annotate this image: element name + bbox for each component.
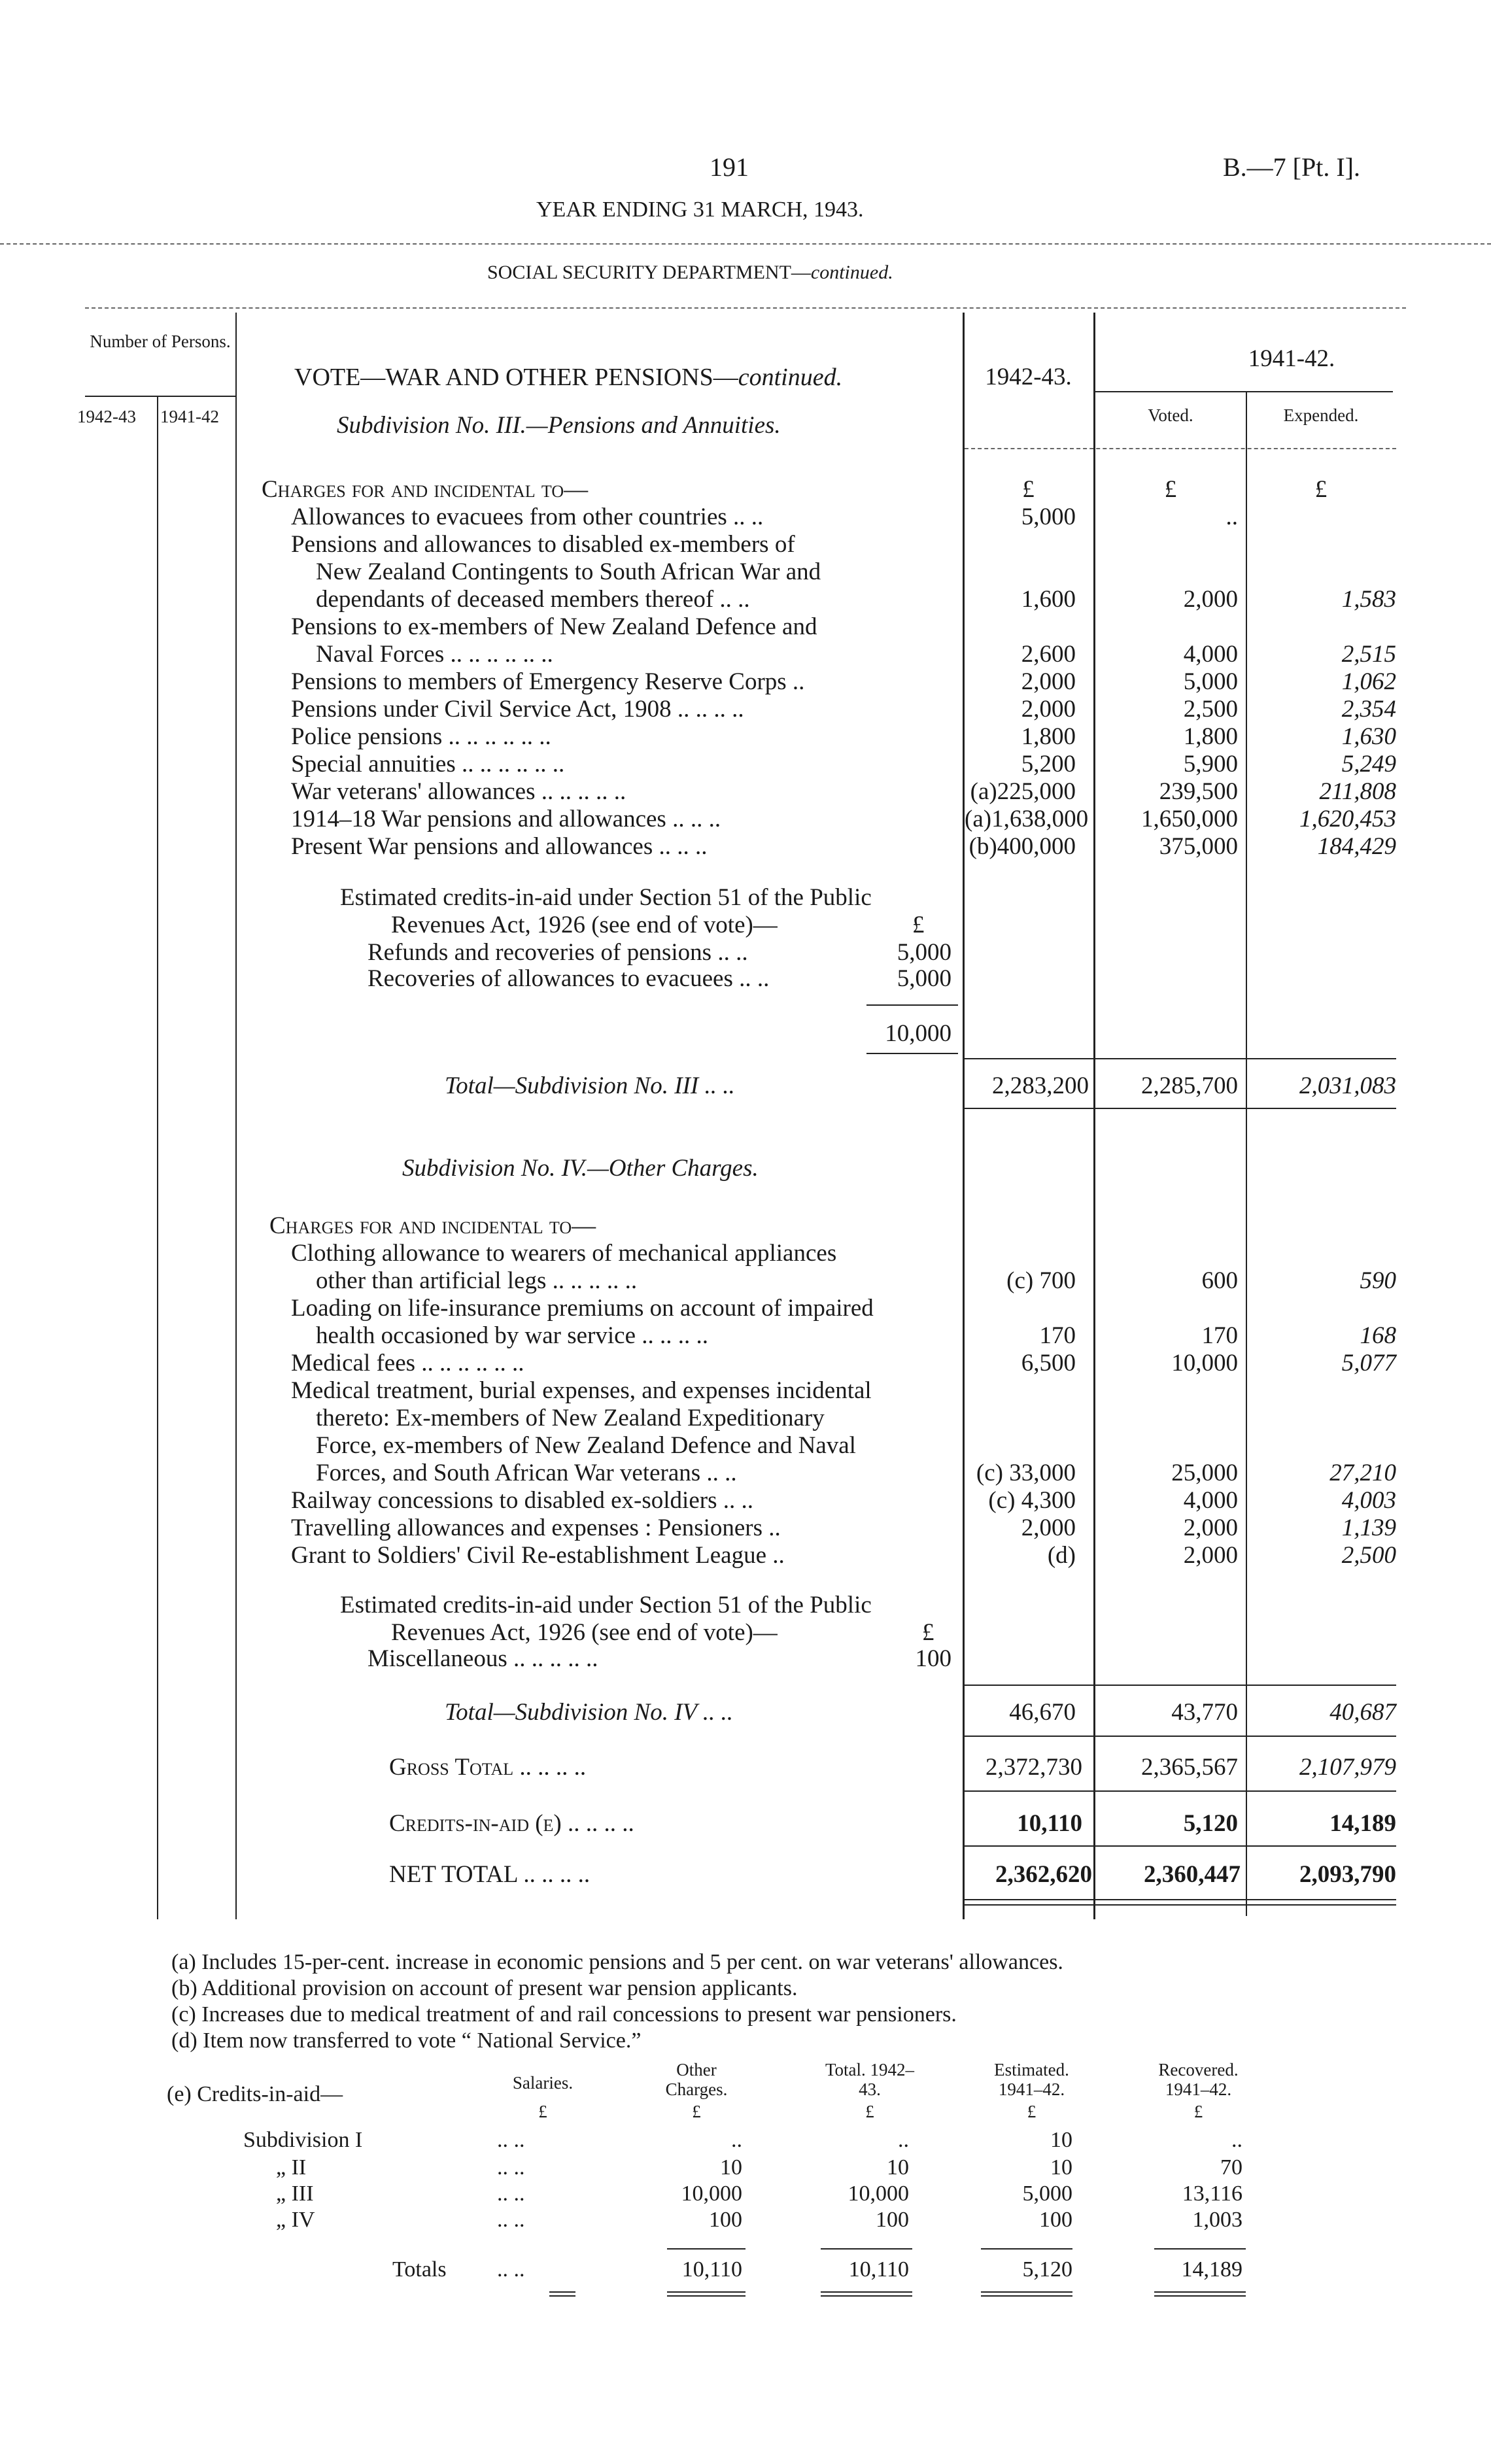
credits-in-aid-expended: 14,189 (1329, 1810, 1396, 1837)
sub4-item-value-c: 4,003 (1341, 1487, 1396, 1514)
footnote-d: (d) Item now transferred to vote “ National Service.” (171, 2028, 642, 2053)
net-total-1942: 2,362,620 (995, 1861, 1092, 1888)
credits-row-rec: 1,003 (1192, 2208, 1242, 2232)
persons-column-rule (157, 396, 158, 1919)
table-rule-1 (963, 313, 965, 1919)
sub4-item-text: Medical treatment, burial expenses, and expenses incidental (291, 1377, 872, 1404)
sub3-credits-pound: £ (912, 912, 925, 938)
sub4-item-text: thereto: Ex-members of New Zealand Expeditionary (316, 1405, 825, 1431)
sub3-credits-head-1: Estimated credits-in-aid under Section 51 of the Public (340, 884, 872, 911)
vote-title: VOTE—WAR AND OTHER PENSIONS—continued. (294, 364, 843, 391)
sub3-pound-1942: £ (1022, 476, 1035, 503)
persons-heading: Number of Persons. (90, 332, 231, 351)
sub4-item-value-c: 5,077 (1341, 1350, 1396, 1377)
sub3-item-value-b: 5,000 (1183, 668, 1238, 695)
sub4-credits-head-2: Revenues Act, 1926 (see end of vote)— (391, 1619, 778, 1646)
sub4-item-value-b: 600 (1201, 1267, 1238, 1294)
sub3-item-text: Special annuities .. .. .. .. .. .. (291, 751, 565, 778)
sub4-total-label: Total—Subdivision No. IV .. .. (445, 1699, 733, 1726)
sub4-item-value-a: (c) 700 (1006, 1267, 1076, 1294)
sub3-item-value-a: 2,600 (1021, 641, 1076, 668)
sub3-item-text: Allowances to evacuees from other countries .. .. (291, 504, 764, 530)
sub3-item-text: Present War pensions and allowances .. .. .. (291, 833, 708, 860)
sub3-item-value-c: 1,062 (1341, 668, 1396, 695)
credits-row-est: 10 (1050, 2155, 1072, 2180)
sub4-item-value-c: 1,139 (1341, 1514, 1396, 1541)
sub4-item-value-b: 4,000 (1183, 1487, 1238, 1514)
sub4-item-value-a: (c) 33,000 (976, 1460, 1076, 1486)
sub3-item-value-b: 4,000 (1183, 641, 1238, 668)
sub3-item-value-b: .. (1225, 504, 1238, 530)
sub4-credits-head-1: Estimated credits-in-aid under Section 51 of the Public (340, 1592, 872, 1618)
credits-row-label: „ III (276, 2182, 314, 2206)
footnote-c: (c) Increases due to medical treatment of and rail concessions to present war pensioners. (171, 2002, 957, 2027)
sub3-credit-value: 5,000 (897, 939, 951, 966)
sub3-item-value-a: (b)400,000 (968, 833, 1076, 860)
sub4-item-value-a: (d) (1047, 1542, 1076, 1569)
sub3-item-value-c: 184,429 (1317, 833, 1396, 860)
credits-row-total: .. (898, 2128, 909, 2152)
credits-row-est: 100 (1039, 2208, 1072, 2232)
credits-totals-label: Totals (392, 2257, 447, 2282)
footnote-b: (b) Additional provision on account of present war pension applicants. (171, 1976, 798, 2000)
sub4-total-voted: 43,770 (1171, 1699, 1238, 1726)
subdivision-4-title: Subdivision No. IV.—Other Charges. (402, 1155, 759, 1182)
col-head-voted: Voted. (1148, 405, 1193, 425)
sub4-item-value-b: 2,000 (1183, 1542, 1238, 1569)
year-heading: YEAR ENDING 31 MARCH, 1943. (536, 197, 864, 222)
col-head-expended: Expended. (1283, 405, 1359, 425)
sub4-item-text: Force, ex-members of New Zealand Defence and Naval (316, 1432, 856, 1459)
credits-row-total: 10 (887, 2155, 909, 2180)
sub3-item-value-b: 2,000 (1183, 586, 1238, 613)
sub4-item-value-b: 25,000 (1171, 1460, 1238, 1486)
sub3-item-value-c: 1,630 (1341, 723, 1396, 750)
sub4-item-text: Grant to Soldiers' Civil Re-establishment League .. (291, 1542, 785, 1569)
credits-in-aid-1942: 10,110 (1017, 1810, 1082, 1837)
credits-table-label: (e) Credits-in-aid— (167, 2082, 343, 2106)
credits-totals-other: 10,110 (681, 2257, 742, 2282)
sub3-pound-expended: £ (1314, 476, 1328, 503)
sub3-credit-value: 5,000 (897, 965, 951, 992)
sub4-item-text: Railway concessions to disabled ex-soldiers .. .. (291, 1487, 753, 1514)
credits-row-dots: .. .. (497, 2182, 525, 2206)
credits-row-other: 100 (709, 2208, 742, 2232)
persons-col-1942: 1942-43 (77, 407, 136, 426)
department-heading: SOCIAL SECURITY DEPARTMENT—continued. (487, 262, 893, 283)
sub4-item-value-b: 2,000 (1183, 1514, 1238, 1541)
page-number: 191 (710, 152, 749, 182)
credits-in-aid-label: Credits-in-aid (e) .. .. .. .. (389, 1810, 634, 1837)
sub4-item-text: Loading on life-insurance premiums on account of impaired (291, 1295, 874, 1322)
sub4-item-text: health occasioned by war service .. .. .. .. (316, 1322, 709, 1349)
sub3-item-value-a: 2,000 (1021, 668, 1076, 695)
sub3-item-text: Police pensions .. .. .. .. .. .. (291, 723, 551, 750)
sub3-item-value-c: 211,808 (1319, 778, 1396, 805)
sub4-item-value-a: 170 (1039, 1322, 1076, 1349)
credits-row-label: Subdivision I (243, 2128, 363, 2152)
credits-pound-estimated: £ (1027, 2102, 1037, 2121)
subdivision-3-charges-head: Charges for and incidental to— (262, 476, 589, 503)
credits-totals-recovered: 14,189 (1181, 2257, 1242, 2282)
gross-total-expended: 2,107,979 (1299, 1754, 1396, 1781)
sub3-item-value-a: (a)1,638,000 (965, 806, 1089, 832)
credits-pound-total: £ (865, 2102, 874, 2121)
credits-row-rec: .. (1231, 2128, 1242, 2152)
sub4-item-value-c: 27,210 (1329, 1460, 1396, 1486)
sub4-credit-label: Miscellaneous .. .. .. .. .. (368, 1645, 598, 1672)
sub4-item-text: Clothing allowance to wearers of mechanical appliances (291, 1240, 837, 1267)
credits-row-dots: .. .. (497, 2155, 525, 2180)
sub3-item-value-a: 2,000 (1021, 696, 1076, 723)
sub3-pound-voted: £ (1164, 476, 1177, 503)
sub3-credits-head-2: Revenues Act, 1926 (see end of vote)— (391, 912, 778, 938)
sub4-item-text: other than artificial legs .. .. .. .. .. (316, 1267, 638, 1294)
credits-head-estimated: Estimated. 1941–42. (994, 2060, 1069, 2099)
credits-row-est: 5,000 (1022, 2182, 1072, 2206)
sub4-item-value-c: 590 (1360, 1267, 1396, 1294)
sub4-total-expended: 40,687 (1329, 1699, 1396, 1726)
credits-row-dots: .. .. (497, 2208, 525, 2232)
sub3-item-value-c: 2,354 (1341, 696, 1396, 723)
sub3-total-label: Total—Subdivision No. III .. .. (445, 1072, 735, 1099)
net-total-expended: 2,093,790 (1299, 1861, 1396, 1888)
sub3-total-1942: 2,283,200 (992, 1072, 1089, 1099)
sub3-item-value-a: (a)225,000 (970, 778, 1076, 805)
credits-head-salaries: Salaries. (512, 2073, 574, 2093)
credits-row-label: „ II (276, 2155, 307, 2180)
dept-divider (85, 307, 1406, 309)
credits-pound-recovered: £ (1193, 2102, 1203, 2121)
credits-row-other: 10 (720, 2155, 742, 2180)
document-reference: B.—7 [Pt. I]. (1223, 152, 1360, 182)
sub3-item-text: War veterans' allowances .. .. .. .. .. (291, 778, 626, 805)
credits-row-total: 100 (876, 2208, 909, 2232)
credits-totals-dots: .. .. (497, 2257, 525, 2282)
sub3-item-value-c: 1,620,453 (1299, 806, 1396, 832)
sub3-item-value-b: 5,900 (1183, 751, 1238, 778)
subdivision-3-title: Subdivision No. III.—Pensions and Annuities. (337, 412, 781, 439)
sub4-total-1942: 46,670 (1009, 1699, 1076, 1726)
gross-total-voted: 2,365,567 (1141, 1754, 1238, 1781)
sub3-item-value-b: 2,500 (1183, 696, 1238, 723)
sub4-item-value-c: 168 (1360, 1322, 1396, 1349)
sub3-item-text: 1914–18 War pensions and allowances .. .. .. (291, 806, 721, 832)
sub3-item-value-a: 5,200 (1021, 751, 1076, 778)
sub3-item-value-c: 2,515 (1341, 641, 1396, 668)
sub4-item-text: Forces, and South African War veterans .. .. (316, 1460, 737, 1486)
net-total-voted: 2,360,447 (1144, 1861, 1241, 1888)
sub4-item-value-a: 6,500 (1021, 1350, 1076, 1377)
gross-total-label: Gross Total .. .. .. .. (389, 1754, 587, 1781)
sub3-item-text: Pensions to members of Emergency Reserve Corps .. (291, 668, 805, 695)
gross-total-1942: 2,372,730 (985, 1754, 1082, 1781)
credits-head-other: Other Charges. (665, 2060, 728, 2099)
sub3-credit-label: Refunds and recoveries of pensions .. .. (368, 939, 748, 966)
net-total-label: NET TOTAL .. .. .. .. (389, 1861, 591, 1888)
sub4-credits-pound: £ (922, 1619, 934, 1646)
sub3-item-value-b: 1,800 (1183, 723, 1238, 750)
sub3-item-value-a: 1,600 (1021, 586, 1076, 613)
sub4-item-value-c: 2,500 (1341, 1542, 1396, 1569)
sub3-item-value-b: 375,000 (1159, 833, 1238, 860)
sub3-item-text: Pensions to ex-members of New Zealand Defence and (291, 613, 817, 640)
credits-row-dots: .. .. (497, 2128, 525, 2152)
credits-row-other: .. (731, 2128, 742, 2152)
sub3-item-text: Pensions and allowances to disabled ex-members of (291, 531, 795, 558)
sub3-credits-total: 10,000 (885, 1020, 951, 1047)
sub3-item-text: New Zealand Contingents to South African War and (316, 558, 821, 585)
persons-col-1941: 1941-42 (160, 407, 219, 426)
sub3-item-value-b: 239,500 (1159, 778, 1238, 805)
sub4-item-value-b: 10,000 (1171, 1350, 1238, 1377)
credits-row-label: „ IV (276, 2208, 315, 2232)
sub3-item-value-c: 1,583 (1341, 586, 1396, 613)
credits-row-rec: 70 (1220, 2155, 1242, 2180)
credits-totals-estimated: 5,120 (1022, 2257, 1072, 2282)
sub3-item-value-a: 1,800 (1021, 723, 1076, 750)
header-divider (0, 243, 1491, 245)
credits-pound-salaries: £ (538, 2102, 547, 2121)
credits-row-est: 10 (1050, 2128, 1072, 2152)
sub3-total-expended: 2,031,083 (1299, 1072, 1396, 1099)
sub3-item-text: Pensions under Civil Service Act, 1908 .. .. .. .. (291, 696, 744, 723)
subdivision-4-charges-head: Charges for and incidental to— (269, 1212, 596, 1239)
sub3-item-text: dependants of deceased members thereof .. .. (316, 586, 750, 613)
sub4-item-text: Travelling allowances and expenses : Pensioners .. (291, 1514, 781, 1541)
sub4-item-value-b: 170 (1201, 1322, 1238, 1349)
sub3-item-value-b: 1,650,000 (1141, 806, 1238, 832)
col-head-1941-group: 1941-42. (1248, 345, 1335, 372)
credits-row-rec: 13,116 (1182, 2182, 1242, 2206)
credits-head-total: Total. 1942–43. (825, 2060, 915, 2099)
credits-row-other: 10,000 (681, 2182, 742, 2206)
sub4-credit-value: 100 (915, 1645, 951, 1672)
credits-in-aid-voted: 5,120 (1183, 1810, 1238, 1837)
sub3-credit-label: Recoveries of allowances to evacuees .. .. (368, 965, 770, 992)
footnote-a: (a) Includes 15-per-cent. increase in economic pensions and 5 per cent. on war veterans' allowances. (171, 1950, 1063, 1974)
sub3-item-text: Naval Forces .. .. .. .. .. .. (316, 641, 553, 668)
sub3-item-value-c: 5,249 (1341, 751, 1396, 778)
sub4-item-value-a: (c) 4,300 (988, 1487, 1076, 1514)
sub4-item-text: Medical fees .. .. .. .. .. .. (291, 1350, 524, 1377)
credits-totals-total: 10,110 (848, 2257, 909, 2282)
table-rule-2 (1093, 313, 1095, 1919)
credits-row-total: 10,000 (848, 2182, 909, 2206)
col-head-1942: 1942-43. (985, 364, 1072, 390)
persons-right-rule (235, 313, 237, 1919)
credits-head-recovered: Recovered. 1941–42. (1158, 2060, 1239, 2099)
credits-pound-other: £ (692, 2102, 701, 2121)
sub3-item-value-a: 5,000 (1021, 504, 1076, 530)
sub3-total-voted: 2,285,700 (1141, 1072, 1238, 1099)
sub4-item-value-a: 2,000 (1021, 1514, 1076, 1541)
